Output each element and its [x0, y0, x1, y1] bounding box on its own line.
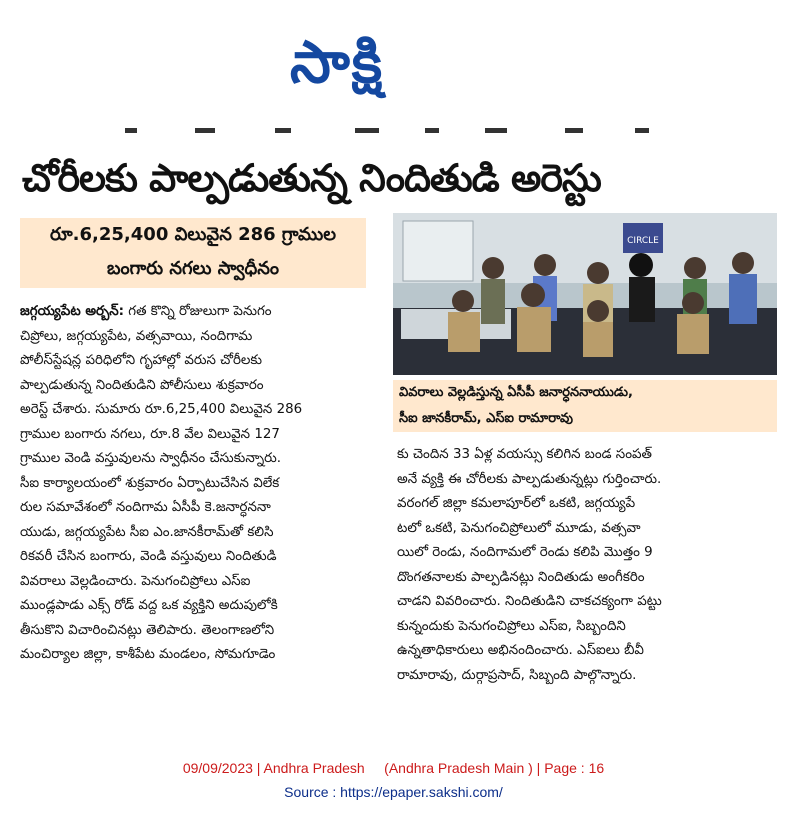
press-meet-photo-illustration: [393, 213, 777, 375]
article-line: రుల సమావేశంలో నందిగామ ఏసీపీ కె.జనార్ధననా: [20, 500, 271, 515]
article-line: గ్రాముల వెండి వస్తువులను స్వాధీనం చేసుకున్నారు.: [20, 451, 281, 466]
article-line: యుడు, జగ్గయ్యపేట సీఐ ఎం.జానకీరామ్‌తో కలిసి: [20, 524, 274, 540]
article-line: పోలీస్‌స్టేషన్ల పరిధిలోని గృహాల్లో వరుస చోరీలకు: [20, 353, 263, 368]
article-right-column: [397, 443, 775, 723]
article-line-text: గత కొన్ని రోజులుగా పెనుగం: [128, 304, 272, 319]
top-divider-marks: [125, 128, 665, 134]
caption-line-1: వివరాలు వెల్లడిస్తున్న ఏసీపీ జనార్ధననాయుడు,: [399, 385, 633, 400]
article-line: దొంగతనాలకు పాల్పడినట్లు నిందితుడు అంగీకరిం: [397, 569, 645, 585]
logo-text: సాక్షి: [290, 28, 385, 96]
footer-source-link[interactable]: Source : https://epaper.sakshi.com/: [284, 784, 503, 800]
article-line: కున్నందుకు పెనుగంచిప్రోలు ఎస్‌ఐ, సిబ్బందిని: [397, 618, 626, 634]
article-line: అరెస్ట్ చేశారు. సుమారు రూ.6,25,400 విలువైన 286: [20, 402, 303, 417]
article-line: యిలో రెండు, నందిగామలో రెండు కలిపి మొత్తం 9: [397, 545, 653, 560]
article-line: చాడని వివరించారు. నిందితుడిని చాకచక్యంగా పట్టు: [397, 594, 662, 609]
article-line: టలో ఒకటి, పెనుగంచిప్రోలులో మూడు, వత్సవా: [397, 520, 641, 536]
article-line: [20, 300, 366, 325]
article-line: రికవరీ చేసిన బంగారు, వెండి వస్తువులు నిందితుడి: [20, 549, 277, 564]
article-line: కు చెందిన 33 ఏళ్ల వయస్సు కలిగిన బండ సంపత్: [397, 447, 652, 462]
article-line: మంచిర్యాల జిల్లా, కాశీపేట మండలం, సోమగూడెం: [20, 647, 276, 662]
article-line: వరంగల్ జిల్లా కమలాపూర్‌లో ఒకటి, జగ్గయ్యపే: [397, 496, 636, 511]
article-line: ఉన్నతాధికారులు అభినందించారు. ఎస్‌ఐలు బీవీ: [397, 643, 644, 658]
dateline: జగ్గయ్యపేట అర్బన్:: [20, 304, 125, 319]
masthead-logo: [290, 22, 500, 102]
news-photo: [393, 213, 777, 375]
article-line: చిప్రోలు, జగ్గయ్యపేట, వత్సవాయి, నందిగామ: [20, 328, 253, 344]
subhead-line-2: బంగారు నగలు స్వాధీనం: [106, 258, 280, 279]
article-line: పాల్పడుతున్న నిందితుడిని పోలీసులు శుక్రవారం: [20, 377, 264, 393]
subheadline: [20, 218, 366, 288]
article-line: రామారావు, దుర్గాప్రసాద్, సిబ్బంది పాల్గొన్నారు.: [397, 667, 637, 683]
subhead-line-1: రూ.6,25,400 విలువైన 286 గ్రాముల: [49, 224, 336, 245]
headline: చోరీలకు పాల్పడుతున్న నిందితుడి అరెస్టు: [22, 156, 601, 200]
article-line: సీఐ కార్యాలయంలో శుక్రవారం ఏర్పాటుచేసిన విలేక: [20, 475, 280, 491]
article-left-column: [20, 300, 366, 700]
article-line: అనే వ్యక్తి ఈ చోరీలకు పాల్పడుతున్నట్లు గుర్తించారు.: [397, 471, 662, 487]
footer-edition-info: 09/09/2023 | Andhra Pradesh (Andhra Pradesh Main ) | Page : 16: [182, 760, 605, 776]
caption-line-2: సీఐ జానకీరామ్, ఎస్‌ఐ రామారావు: [399, 411, 573, 426]
article-line: తీసుకొని విచారించినట్లు తెలిపారు. తెలంగాణలోని: [20, 622, 275, 638]
article-line: గ్రాముల బంగారు నగలు, రూ.8 వేల విలువైన 127: [20, 426, 280, 442]
article-line: ముండ్లపాడు ఎక్స్ రోడ్ వద్ద ఒక వ్యక్తిని అదుపులోకి: [20, 598, 278, 613]
photo-banner-text: CIRCLE: [627, 236, 659, 246]
article-line: వివరాలు వెల్లడించారు. పెనుగంచిప్రోలు ఎస్‌ఐ: [20, 573, 251, 589]
photo-caption: [393, 380, 777, 432]
